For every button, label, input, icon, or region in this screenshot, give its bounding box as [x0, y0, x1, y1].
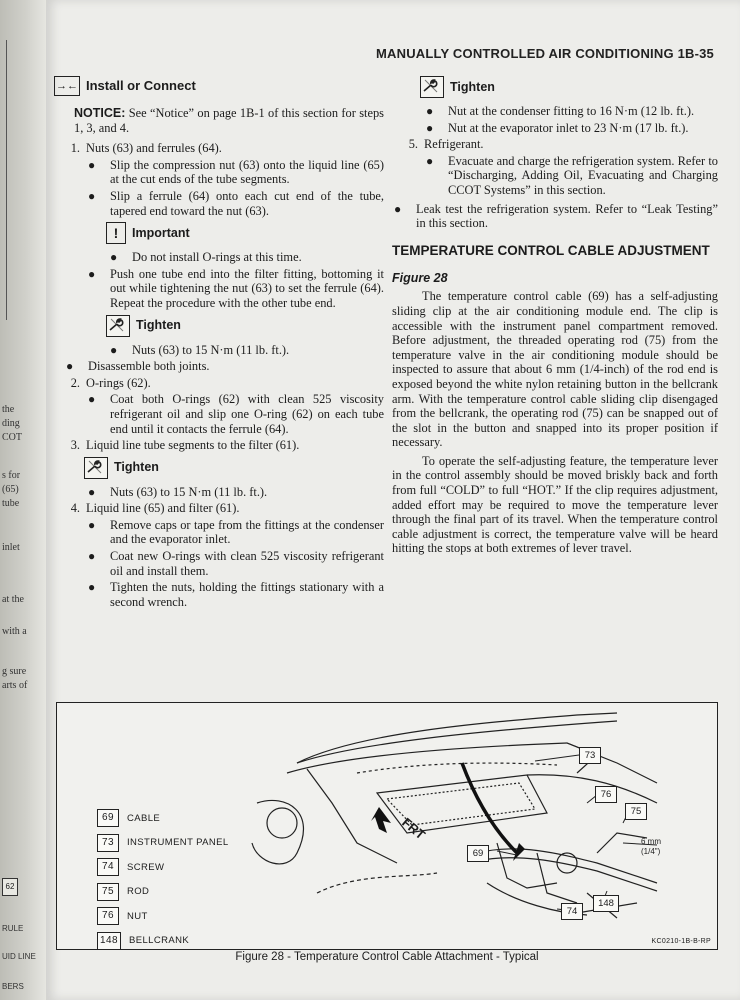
install-connect-icon: →←	[54, 76, 80, 96]
legend-label: BELLCRANK	[129, 935, 190, 947]
dimension-mm: 6 mm	[641, 837, 661, 846]
step-number: 1.	[70, 141, 80, 156]
legend-label: INSTRUMENT PANEL	[127, 837, 229, 849]
figure-code: KC0210-1B-B-RP	[651, 938, 711, 945]
figure-legend	[97, 806, 229, 953]
page-header: MANUALLY CONTROLLED AIR CONDITIONING 1B-35	[376, 46, 714, 61]
tighten-heading	[84, 457, 384, 479]
legend-label: SCREW	[127, 861, 165, 873]
bullet-dot-icon: ●	[88, 392, 96, 407]
bullet-text: Push one tube end into the filter fitting, bottoming it out while tightening the nut (63) to set the ferrule (64). Repeat the procedure with the other tube end.	[110, 266, 384, 310]
install-heading	[54, 76, 384, 96]
callout-75: 75	[625, 803, 647, 820]
bullet-item	[88, 267, 384, 311]
gutter-fragment: s for	[2, 470, 21, 481]
legend-row	[97, 831, 229, 856]
manual-page	[46, 0, 740, 1000]
bullet-item	[88, 518, 384, 547]
bullet-item	[88, 549, 384, 578]
bullet-dot-icon: ●	[426, 153, 434, 168]
bullet-dot-icon: ●	[394, 201, 402, 216]
left-column	[54, 76, 384, 611]
bullet-item	[426, 121, 718, 136]
legend-number: 69	[97, 809, 119, 827]
body-paragraph: The temperature control cable (69) has a self-adjusting sliding clip at the air conditioning module end. The clip is accessible with the instrument panel compartment removed. Before adjustment, the threaded operating rod (75) from the temperature valve in the air conditioning module should be inspected to assure that about 6 mm (1/4-inch) of the rod end is exposed beyond the white nylon retaining button in the bellcrank arm. With the temperature control cable sliding clip disengaged from the bellcrank, the operating rod (75) can be snapped out of the slot in the button and snapped into its proper position if necessary.	[392, 289, 718, 450]
important-title: Important	[132, 225, 190, 240]
bullet-dot-icon: ●	[110, 250, 118, 265]
important-heading	[106, 222, 384, 244]
install-title: Install or Connect	[86, 77, 196, 93]
gutter-fragment: BERS	[2, 982, 24, 991]
gutter-fragment: the	[2, 404, 15, 415]
legend-label: NUT	[127, 910, 148, 922]
step-text: Nuts (63) and ferrules (64).	[86, 141, 222, 156]
step-4	[54, 501, 384, 516]
callout-148: 148	[593, 895, 619, 912]
bullet-text: Slip a ferrule (64) onto each cut end of the tube, tapered end toward the nut (63).	[110, 188, 384, 218]
step-text: Liquid line (65) and filter (61).	[86, 501, 240, 516]
gutter-fragment: COT	[2, 432, 22, 443]
legend-label: CABLE	[127, 812, 161, 824]
bullet-text: Evacuate and charge the refrigeration system. Refer to “Discharging, Adding Oil, Evacuating and Charging CCOT Systems” in this section.	[448, 153, 718, 197]
bullet-dot-icon: ●	[88, 266, 96, 281]
bullet-text: Disassemble both joints.	[88, 359, 210, 374]
step-number: 3.	[70, 438, 80, 453]
callout-76: 76	[595, 786, 617, 803]
tighten-heading	[420, 76, 718, 98]
bullet-text: Coat both O-rings (62) with clean 525 viscosity refrigerant oil and slip one O-ring (62) on each tube end until it contacts the ferrule (64).	[110, 392, 384, 436]
step-number: 5.	[408, 137, 418, 152]
tighten-title: Tighten	[450, 79, 495, 94]
bullet-dot-icon: ●	[66, 359, 74, 374]
step-text: Refrigerant.	[424, 137, 484, 152]
legend-row	[97, 855, 229, 880]
bullet-dot-icon: ●	[426, 120, 434, 135]
gutter-fragment: inlet	[2, 542, 20, 553]
wrench-icon	[106, 315, 130, 337]
bullet-text: Nuts (63) to 15 N·m (11 lb. ft.).	[110, 484, 268, 499]
legend-row	[97, 929, 229, 954]
bullet-text: Coat new O-rings with clean 525 viscosity refrigerant oil and install them.	[110, 549, 384, 578]
wrench-icon	[420, 76, 444, 98]
gutter-fragment: with a	[2, 626, 27, 637]
bullet-item	[88, 392, 384, 436]
bullet-dot-icon: ●	[88, 188, 96, 203]
figure-caption: Figure 28 - Temperature Control Cable Attachment - Typical	[235, 951, 539, 963]
gutter-fragment: tube	[2, 498, 20, 509]
bullet-text: Nut at the evaporator inlet to 23 N·m (17 lb. ft.).	[448, 120, 689, 135]
notice-text: See “Notice” on page 1B-1 of this section for steps 1, 3, and 4.	[74, 106, 384, 135]
bullet-text: Do not install O-rings at this time.	[132, 250, 302, 265]
bullet-dot-icon: ●	[110, 342, 118, 357]
bullet-item	[88, 580, 384, 609]
step-1	[54, 141, 384, 156]
bullet-item	[88, 158, 384, 187]
tighten-heading	[106, 315, 384, 337]
legend-number: 76	[97, 907, 119, 925]
legend-number: 74	[97, 858, 119, 876]
legend-row	[97, 880, 229, 905]
legend-number: 73	[97, 834, 119, 852]
bullet-dot-icon: ●	[426, 104, 434, 118]
bullet-dot-icon: ●	[88, 580, 96, 595]
gutter-fragment: arts of	[2, 680, 28, 691]
figure-reference: Figure 28	[392, 270, 448, 285]
front-indicator: FRT	[399, 814, 429, 843]
step-3	[54, 438, 384, 453]
bullet-text: Leak test the refrigeration system. Refer to “Leak Testing” in this section.	[416, 201, 718, 231]
legend-number: 75	[97, 883, 119, 901]
bullet-dot-icon: ●	[88, 157, 96, 172]
legend-label: ROD	[127, 886, 150, 898]
callout-74: 74	[561, 903, 583, 920]
gutter-fragment: g sure	[2, 666, 27, 677]
callout-69: 69	[467, 845, 489, 862]
bullet-item	[426, 154, 718, 198]
step-5	[392, 137, 718, 152]
notice-label: NOTICE:	[74, 106, 126, 120]
step-text: O-rings (62).	[86, 375, 151, 390]
bullet-item	[426, 104, 718, 119]
bullet-item	[88, 485, 384, 500]
gutter-fragment: at the	[2, 594, 24, 605]
bullet-item	[110, 250, 384, 265]
gutter-rule	[6, 40, 7, 320]
tighten-title: Tighten	[114, 460, 159, 475]
gutter-fragment: UID LINE	[2, 952, 36, 961]
bullet-item	[88, 189, 384, 218]
bullet-item	[66, 359, 384, 374]
bullet-text: Nut at the condenser fitting to 16 N·m (12 lb. ft.).	[448, 104, 695, 118]
section-title: TEMPERATURE CONTROL CABLE ADJUSTMENT	[392, 242, 710, 258]
figure-28	[56, 702, 718, 950]
step-2	[54, 376, 384, 391]
dimension-label	[641, 837, 661, 857]
step-number: 4.	[70, 501, 80, 516]
dimension-inch: (1/4")	[641, 847, 661, 856]
wrench-icon	[84, 457, 108, 479]
legend-row	[97, 904, 229, 929]
bullet-dot-icon: ●	[88, 517, 96, 532]
step-number: 2.	[70, 375, 80, 390]
bullet-text: Nuts (63) to 15 N·m (11 lb. ft.).	[132, 342, 290, 357]
bullet-dot-icon: ●	[88, 484, 96, 499]
gutter-fragment: (65)	[2, 484, 19, 495]
legend-number: 148	[97, 932, 121, 950]
bullet-text: Remove caps or tape from the fittings at the condenser and the evaporator inlet.	[110, 517, 384, 547]
legend-row	[97, 806, 229, 831]
callout-73: 73	[579, 747, 601, 764]
gutter-fragment: ding	[2, 418, 20, 429]
gutter-fragment: RULE	[2, 924, 24, 933]
bullet-text: Tighten the nuts, holding the fittings stationary with a second wrench.	[110, 580, 384, 609]
tighten-title: Tighten	[136, 318, 181, 333]
binding-gutter	[0, 0, 46, 1000]
right-column	[392, 76, 718, 560]
bullet-item	[110, 343, 384, 358]
notice-paragraph	[74, 106, 384, 135]
bullet-text: Slip the compression nut (63) onto the liquid line (65) at the cut ends of the tube segments.	[110, 157, 384, 187]
important-icon: !	[106, 222, 126, 244]
step-text: Liquid line tube segments to the filter (61).	[86, 438, 300, 453]
gutter-tab: 62	[2, 878, 18, 896]
body-paragraph: To operate the self-adjusting feature, the temperature lever in the control assembly should be moved briskly back and forth from full “COLD” to full “HOT.” If the clip requires adjustment, added effort may be required to move the temperature lever through the final part of its travel. When the temperature control cable adjustment is correct, the temperature valve will be heard hitting the stops at both extremes of lever travel.	[392, 453, 718, 556]
bullet-item	[394, 202, 718, 231]
bullet-dot-icon: ●	[88, 549, 96, 564]
